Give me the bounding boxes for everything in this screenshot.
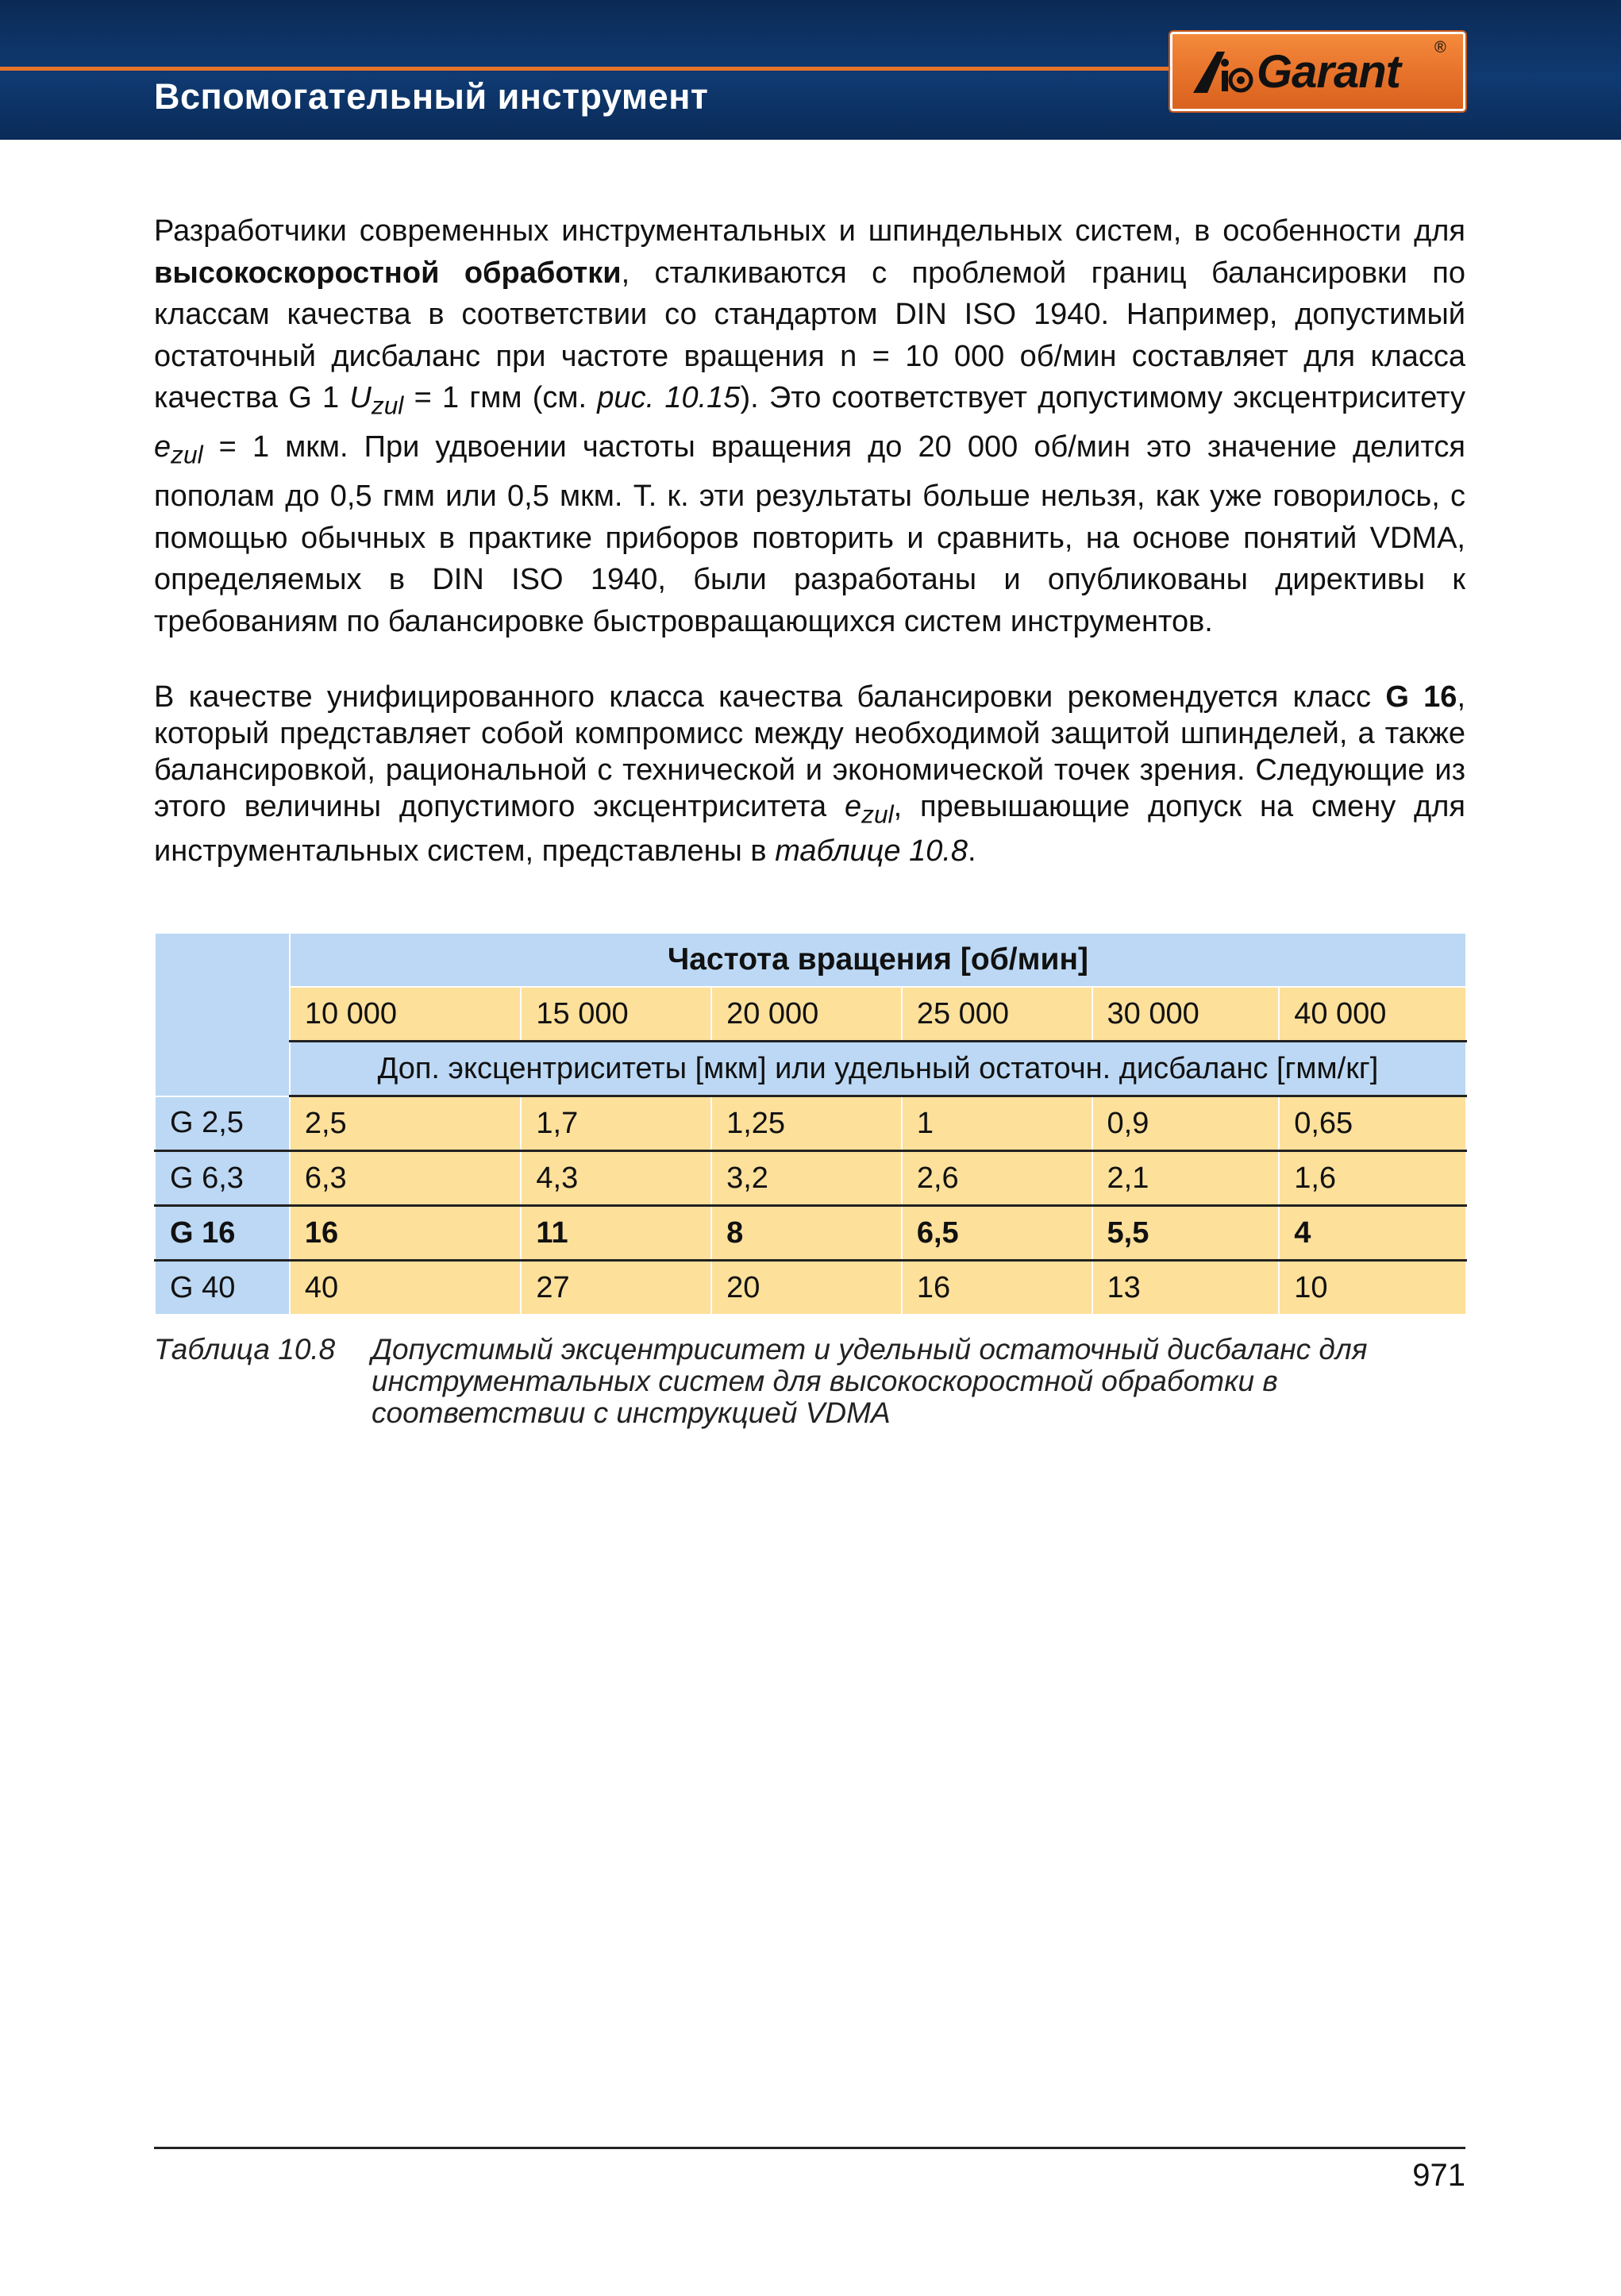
table-row (155, 1096, 1466, 1151)
footer-rule (154, 2147, 1465, 2149)
value-cell: 1,25 (711, 1096, 902, 1151)
class-label: G 6,3 (155, 1151, 290, 1206)
value-cell: 2,1 (1092, 1151, 1280, 1206)
value-cell: 16 (290, 1206, 522, 1261)
value-cell: 1,6 (1279, 1151, 1466, 1206)
value-cell: 40 (290, 1261, 522, 1316)
value-cell: 8 (711, 1206, 902, 1261)
corner-cell (155, 933, 290, 1096)
table-row-recommended (155, 1206, 1466, 1261)
caption-label: Таблица 10.8 (154, 1333, 336, 1366)
header-units: Доп. эксцентриситеты [мкм] или удельный остаточн. дисбаланс [гмм/кг] (290, 1042, 1466, 1096)
speed-cell: 40 000 (1279, 987, 1466, 1042)
header-accent-line (0, 67, 1175, 71)
value-cell: 27 (521, 1261, 711, 1316)
speed-cell: 30 000 (1092, 987, 1280, 1042)
value-cell: 3,2 (711, 1151, 902, 1206)
section-title: Вспомогательный инструмент (154, 76, 709, 117)
value-cell: 1,7 (521, 1096, 711, 1151)
class-label: G 2,5 (155, 1096, 290, 1151)
value-cell: 2,6 (902, 1151, 1092, 1206)
value-cell: 20 (711, 1261, 902, 1316)
value-cell: 4 (1279, 1206, 1466, 1261)
value-cell: 0,65 (1279, 1096, 1466, 1151)
speed-row (155, 987, 1466, 1042)
garant-emblem-icon (1190, 47, 1253, 96)
logo-wordmark: Garant (1257, 46, 1400, 98)
page-header (0, 0, 1621, 140)
speed-cell: 10 000 (290, 987, 522, 1042)
speed-cell: 20 000 (711, 987, 902, 1042)
speed-cell: 25 000 (902, 987, 1092, 1042)
value-cell: 10 (1279, 1261, 1466, 1316)
balancing-table (154, 932, 1467, 1316)
value-cell: 11 (521, 1206, 711, 1261)
value-cell: 2,5 (290, 1096, 522, 1151)
bold-term: высокоскоростной обработки (154, 256, 622, 290)
speed-cell: 15 000 (521, 987, 711, 1042)
recommendation-paragraph: В качестве унифицированного класса качества балансировки рекомендуется класс G 16, который представляет собой компромисс между необходимой защитой шпинделей, а также балансировкой, рациональной с технической и экономической точек зрения. Следующие из этого величины допустимого эксцентриситета $e_{zul}$, превышающие допуск на смену для инструментальных систем, представлены в таблице 10.8. (154, 680, 1465, 868)
table-row (155, 1261, 1466, 1316)
value-cell: 16 (902, 1261, 1092, 1316)
page-number: 971 (1412, 2158, 1465, 2193)
value-cell: 6,5 (902, 1206, 1092, 1261)
value-cell: 4,3 (521, 1151, 711, 1206)
value-cell: 13 (1092, 1261, 1280, 1316)
value-cell: 1 (902, 1096, 1092, 1151)
registered-mark: ® (1434, 39, 1446, 56)
table-reference: таблице 10.8 (775, 834, 968, 868)
value-cell: 5,5 (1092, 1206, 1280, 1261)
class-label: G 40 (155, 1261, 290, 1316)
table-header-row (155, 933, 1466, 987)
header-speed: Частота вращения [об/мин] (290, 933, 1466, 987)
unit-row (155, 1042, 1466, 1096)
class-label: G 16 (155, 1206, 290, 1261)
intro-paragraph: Разработчики современных инструментальных и шпиндельных систем, в особенности для высокоскоростной обработки, сталкиваются с проблемой границ балансировки по классам качества в соответствии со стандартом DIN ISO 1940. Например, допустимый остаточный дисбаланс при частоте вращения n = 10 000 об/мин составляет для класса качества G 1 $U_{zul} = 1$ гмм (см. рис. 10.15). Это соответствует допустимому эксцентриситету $e_{zul} = 1$ мкм. При удвоении частоты вращения до 20 000 об/мин это значение делится пополам до 0,5 гмм или 0,5 мкм. Т. к. эти результаты больше нельзя, как уже говорилось, с помощью обычных в практике приборов повторить и сравнить, на основе понятий VDMA, определяемых в DIN ISO 1940, были разработаны и опубликованы директивы к требованиям по балансировке быстровращающихся систем инструментов. (154, 214, 1465, 638)
caption-text: Допустимый эксцентриситет и удельный остаточный дисбаланс для инструментальных систем для высокоскоростной обработки в соответствии с инструкцией VDMA (372, 1333, 1368, 1429)
table-row (155, 1151, 1466, 1206)
value-cell: 0,9 (1092, 1096, 1280, 1151)
value-cell: 6,3 (290, 1151, 522, 1206)
figure-reference: рис. 10.15 (597, 381, 741, 414)
bold-class: G 16 (1385, 680, 1457, 714)
garant-logo (1170, 32, 1465, 111)
